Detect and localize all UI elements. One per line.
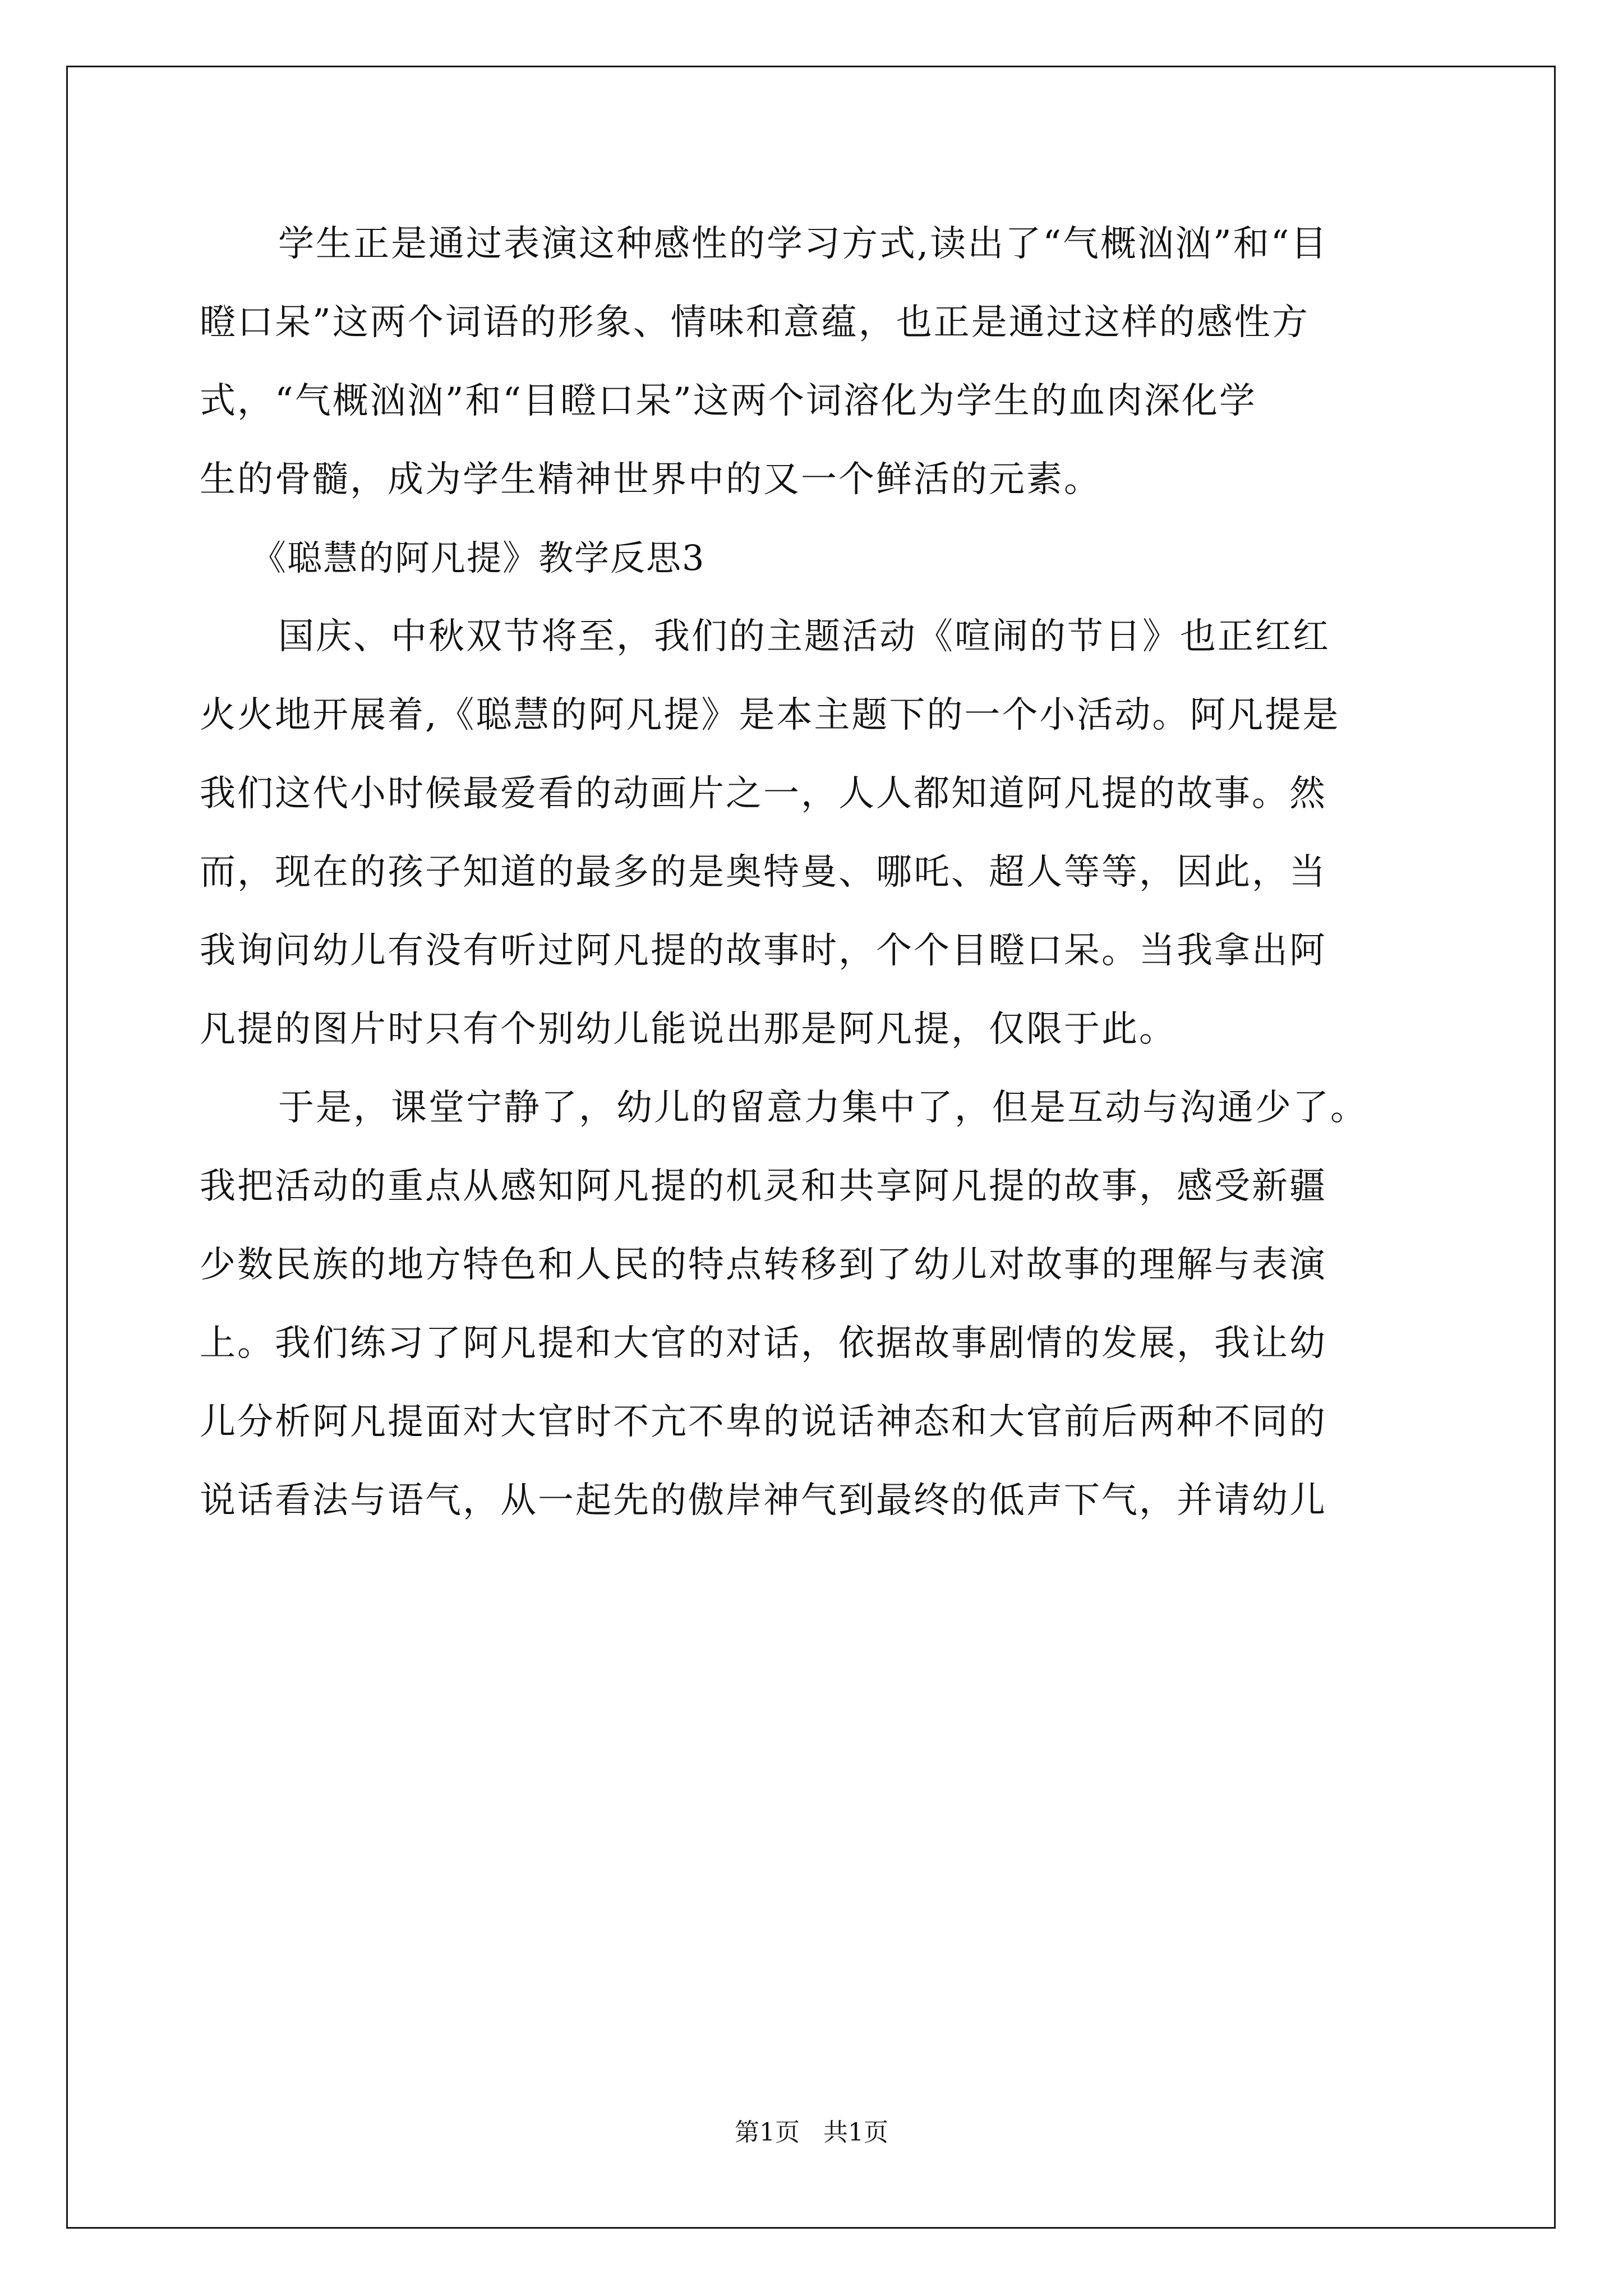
paragraph-2-line-1: 国庆、中秋双节将至，我们的主题活动《喧闹的节日》也正红红 xyxy=(278,616,1330,657)
paragraph-1-line-4: 生的骨髓，成为学生精神世界中的又一个鲜活的元素。 xyxy=(200,459,1101,500)
paragraph-1-line-2: 瞪口呆”这两个词语的形象、情味和意蕴，也正是通过这样的感性方 xyxy=(200,302,1310,343)
page-footer: 第1页 共1页 xyxy=(735,2118,888,2147)
paragraph-2-line-6: 凡提的图片时只有个别幼儿能说出那是阿凡提，仅限于此。 xyxy=(200,1009,1177,1050)
paragraph-2-line-5: 我询问幼儿有没有听过阿凡提的故事时，个个目瞪口呆。当我拿出阿 xyxy=(200,930,1327,972)
paragraph-3-line-5: 儿分析阿凡提面对大官时不亢不卑的说话神态和大官前后两种不同的 xyxy=(200,1401,1327,1443)
paragraph-3-line-3: 少数民族的地方特色和人民的特点转移到了幼儿对故事的理解与表演 xyxy=(200,1244,1327,1286)
paragraph-3-line-2: 我把活动的重点从感知阿凡提的机灵和共享阿凡提的故事，感受新疆 xyxy=(200,1166,1327,1207)
section-heading: 《聪慧的阿凡提》教学反思3 xyxy=(251,537,706,578)
paragraph-3-line-1: 于是，课堂宁静了，幼儿的留意力集中了，但是互动与沟通少了。 xyxy=(278,1087,1368,1129)
paragraph-3-line-4: 上。我们练习了阿凡提和大官的对话，依据故事剧情的发展，我让幼 xyxy=(200,1323,1327,1364)
paragraph-3-line-6: 说话看法与语气，从一起先的傲岸神气到最终的低声下气，并请幼儿 xyxy=(200,1480,1327,1521)
paragraph-2-line-3: 我们这代小时候最爱看的动画片之一，人人都知道阿凡提的故事。然 xyxy=(200,773,1327,815)
paragraph-2-line-2: 火火地开展着,《聪慧的阿凡提》是本主题下的一个小活动。阿凡提是 xyxy=(200,694,1340,736)
paragraph-1-line-1: 学生正是通过表演这种感性的学习方式,读出了“气概汹汹”和“目 xyxy=(278,223,1329,265)
paragraph-1-line-3: 式，“气概汹汹”和“目瞪口呆”这两个词溶化为学生的血肉深化学 xyxy=(200,380,1257,422)
paragraph-2-line-4: 而，现在的孩子知道的最多的是奥特曼、哪吒、超人等等，因此，当 xyxy=(200,852,1327,893)
